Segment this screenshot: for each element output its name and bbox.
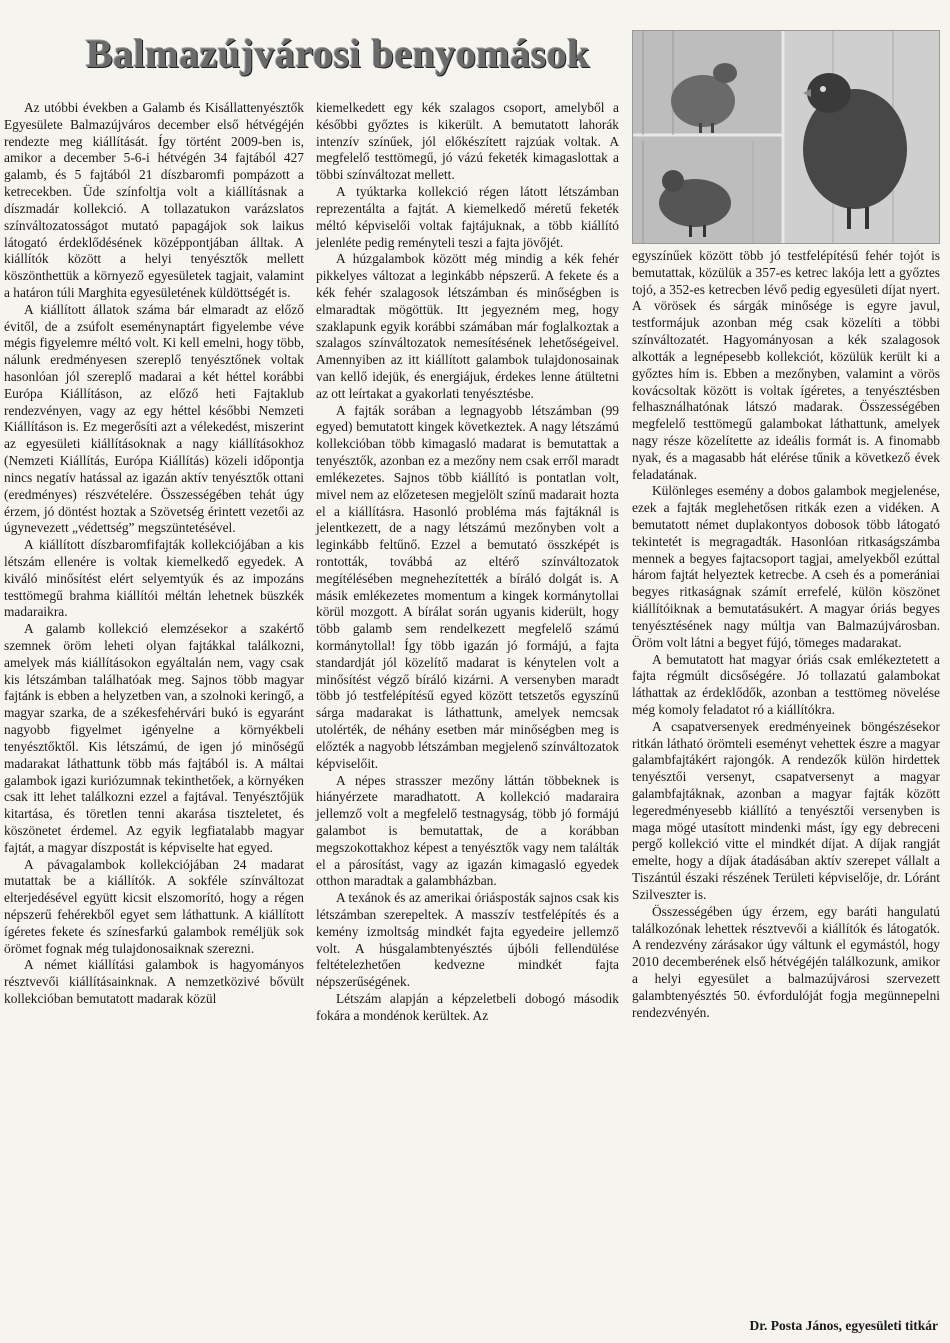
article-column-3 (632, 248, 940, 1021)
paragraph: A kiállított állatok száma bár elmaradt az előző évitől, de a zsúfolt eseménynaptárt figyelembe véve mégis figyelemre méltó volt. Ki kell emelni, hogy több, nálunk eredményesen szereplő tenyésztőnek voltak hasonlóan jól szereplő madarai a két héttel korábbi Európa Kiállításon, az előző heti Fajtaklub rendezvényen, vagy az egy héttel későbbi Nemzeti Kiállításon is. Ez megerősíti azt a vélekedést, miszerint az egyesületi kiállításoknak a nagy kiállításokhoz (Nemzeti Kiállítás, Európa Kiállítás) közeli időpontja nincs negatív hatással az igazán aktív tenyésztők ottani (eredményes) részvételére. Összességében tehát úgy érzem, jó döntést hoztak a Szövetség érintett vezetői az úgynevezett „védettség” megszüntetésével. (4, 301, 304, 536)
paragraph: A népes strasszer mezőny láttán többeknek is hiányérzete maradhatott. A kollekció madaraira jellemző volt a megfelelő testnagyság, több jó formájú galambot is bemutattak, de a korábban megszokottakhoz képest a tenyésztők vagy nem találták el a párosítást, vagy az igazán kimagasló egyedek otthon maradtak a galambházban. (316, 772, 619, 889)
paragraph: A húzgalambok között még mindig a kék fehér pikkelyes változat a leginkább népszerű. A fekete és a kék fehér szalagosok létszámban és minőségben is elmaradtak mögöttük. Itt jegyezném meg, hogy szaklapunk egyik korábbi számában már foglalkoztak a szalagos színváltozatok nemesítésének lehetőségeivel. Amennyiben az itt kiállított galambok tulajdonosainak van kellő idejük, és energiájuk, érdekes lenne átültetni az ott leírtakat a gyakorlati tenyésztésbe. (316, 251, 619, 401)
paragraph: Összességében úgy érzem, egy baráti hangulatú találkozónak lehettek résztvevői a kiállítók és látogatók. A rendezvény zárásakor úgy váltunk el egymástól, hogy 2010 decemberének első hétvégéjén találkozunk, amikor a helyi egyesület a balmazújvárosi szervezett galambtenyésztés 50. évfordulóját fogja megünnepelni rendezvényén. (632, 903, 940, 1020)
article-title: Balmazújvárosi benyomások (86, 31, 591, 76)
paragraph: A kiállított díszbaromfifajták kollekciójában a kis létszám ellenére is voltak kiemelkedő egyedek. A kiváló minősítést elért selyemtyúk és az impozáns testtömegű brahma kiállítói méltán lehetnek büszkék madaraikra. (4, 537, 304, 620)
paragraph: A pávagalambok kollekciójában 24 madarat mutattak be a kiállítók. A sokféle színváltozat elterjedésével együtt kicsit elszomorító, hogy a régen népszerű fehérekből egyet sem láthattunk. A kiállított ígéretes fekete és színesfarkú galambok reméljük sok örömet fognak még tulajdonosaiknak szerezni. (4, 856, 304, 956)
pigeon-photo (632, 30, 940, 244)
paragraph: A bemutatott hat magyar óriás csak emlékeztetett a fajta régmúlt dicsőségére. Jó tollazatú galambokat láthattak az érdeklődők, azonban a testtömeg növelése még komoly feladatot ró a kiállítókra. (632, 651, 940, 717)
paragraph: A német kiállítási galambok is hagyományos résztvevői kiállításainknak. A nemzetközivé bővült kollekcióban bemutatott madarak közül (4, 957, 304, 1007)
paragraph: kiemelkedett egy kék szalagos csoport, amelyből a későbbi győztes is kikerült. A bemutatott lahorák intenzív színűek, jól előkészített rajzúak voltak. A megfelelő testtömegű, jó vázú feketék kimagaslottak a többi színváltozat mellett. (316, 100, 619, 183)
paragraph: A galamb kollekció elemzésekor a szakértő szemnek öröm leheti olyan fajtákkal találkozni, amelyek más kiállításokon egyáltalán nem, vagy csak kis létszámban találhatóak meg. Sajnos több magyar fajtánk is ebben a helyzetben van, a szolnoki keringő, a magyar szarka, de a székesfehérvári bukó is egyaránt nagyobb figyelmet igényelne a környékbeli tenyésztőktől. Kis létszámú, de igen jó minőségű madarakat láthattunk több más fajtából is. A máltai galambok igazi kuriózumnak tekinthetőek, a környéken csak itt lehet találkozni ezzel a fajtával. Tenyésztőjük kitartása, és töretlen tenni akarása tiszteletet, és köszönetet érdemel. Az egyik legfiatalabb magyar fajtát, a magyar díszpostát is képviselte hat egyed. (4, 621, 304, 855)
article-column-1 (4, 100, 304, 1008)
paragraph: Létszám alapján a képzeletbeli dobogó második fokára a mondénok kerültek. Az (316, 991, 619, 1023)
article-column-2 (316, 100, 619, 1025)
paragraph: A csapatversenyek eredményeinek böngészésekor ritkán látható örömteli eseményt vehettek észre a magyar galambfajtákért rajongók. A rendezők külön hirdettek tenyésztői versenyt, csapatversenyt a magyar galambfajtáknak, azonban a magyar fajták között legeredményesebb kiállító a tenyésztői versenyben is maga mögé utasított mindenki mást, így egy debreceni pergő kollekció vitte el mindkét díjat. A díjak rangját emelte, hogy a díjak átadásában aktív szerepet vállalt a Tiszántúl északi részének Területi képviselője, dr. Lóránt Szilveszter is. (632, 718, 940, 902)
paragraph: A tyúktarka kollekció régen látott létszámban reprezentálta a fajtát. A kiemelkedő méretű feketék méltó képviselői voltak fajtájuknak, a több kiállító jelenléte pedig reményteli teszi a fajta jövőjét. (316, 184, 619, 250)
paragraph: Az utóbbi években a Galamb és Kisállattenyésztők Egyesülete Balmazújváros december első hétvégéjén rendezte meg kiállítását. Így történt 2009-ben is, amikor a december 5-6-i hétvégén 34 fajtából 427 galamb, és 5 fajtából 21 díszbaromfi pompázott a ketrecekben. Üde színfoltja volt a kiállításnak a díszmadár kollekció. A tollazatukon varázslatos színváltozatosságot mutató papagájok sok laikus látogató érdeklődésének középpontjában álltak. A kiállítók között a helyi tenyésztők mellett köszönthettük a környező egyesületek tagjait, valamint a határon túli Marghita egyesületének küldöttségét is. (4, 100, 304, 300)
author-signature: Dr. Posta János, egyesületi titkár (749, 1318, 938, 1333)
pigeon-photo-icon (633, 31, 939, 243)
paragraph: A fajták sorában a legnagyobb létszámban (99 egyed) bemutatott kingek következtek. A nagy létszámú kollekcióban több kimagasló madarat is bemutattak a tenyésztők, azonban ez a mezőny nem csak erről maradt emlékezetes. Sajnos több kiállító is pontatlan volt, mivel nem az előzetesen megjelölt színű madarait hozta el a kiállításra. Hasonló probléma más fajtáknál is jelentkezett, de a nagy létszámú mezőnyben volt a leginkább feltűnő. Ezzel a bemutató összképét is rontották, továbbá az eltérő színváltozatok megítélésében megnehezítették a bíráló dolgát is. A másik emlékezetes momentum a kingek kormánytollai körül mozgott. A bírálat során ugyanis kiderült, hogy több galamb sem rendelkezett megfelelő számú kormánytollal! Így több igazán jó formájú, a fajta standardját jól közelítő madarat is kénytelen volt a minősítést végző bíráló kizárni. A versenyben maradt több jó testfelépítésű egyed között tetszetős egyszínű sárga madarakat is láthattunk, amelyek nemcsak utolérték, de néhány esetben már minőségben meg is előzték a nagyobb létszámban megjelenő színváltozatok képviselőit. (316, 402, 619, 771)
paragraph: egyszínűek között több jó testfelépítésű fehér tojót is bemutattak, közülük a 357-es ketrec lakója lett a győztes tojó, a 352-es ketrecben lévő pedig egyesületi díjat nyert. A vörösek és sárgák minősége is egyre javul, testformájuk azonban még csak közelíti a többi színváltozatét. Hagyományosan a kék szalagosok alkották a legnépesebb kollekciót, közülük került ki a győztes hím is. Ebben a mezőnyben, valamint a vörös kovácsoltak között is voltak ígéretes, a tenyésztésben felhasználhatónak látszó madarak. Összességében megfelelő testtömegű galambokat láthattunk, amelyek nagy része közelítette az ideális formát is. A finomabb nyak, és a magasabb hát elérése tűnik a következő évek feladatának. (632, 248, 940, 482)
paragraph: A texánok és az amerikai óriásposták sajnos csak kis létszámban szerepeltek. A masszív testfelépítés és a kemény izmoltság mindkét fajta egyedeire jellemző volt. A húsgalambtenyésztés újbóli fellendülése feltételezhetően kedvezne mindkét fajta népszerűségének. (316, 890, 619, 990)
paragraph: Különleges esemény a dobos galambok megjelenése, ezek a fajták meglehetősen ritkák ezen a vidéken. A bemutatott német duplakontyos dobosok több látogató tekintetét is megragadták. Hasonlóan ritkaságszámba mennek a begyes fajtacsoport tagjai, amelyekből ezúttal három fajtát helyeztek ketrecbe. A cseh és a pomerániai begyes ritkaságnak számít errefelé, külön köszönet kiállítóiknak a bemutatásukért. A magyar óriás begyes tenyésztésének nagy múltja van Balmazújvárosban. Öröm volt látni a begyet fújó, tömeges madarakat. (632, 483, 940, 650)
